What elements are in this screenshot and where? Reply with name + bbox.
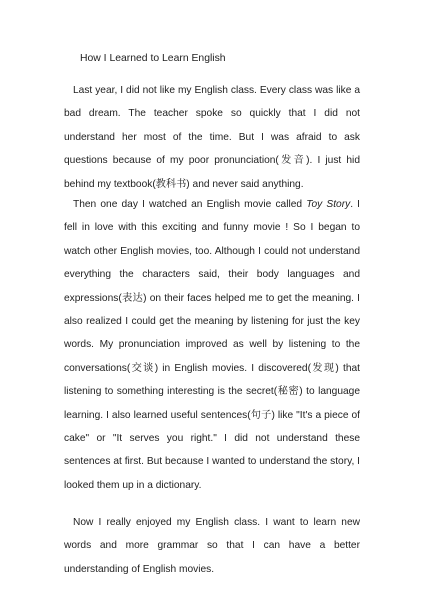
paragraph-2	[64, 193, 360, 497]
document-title: How I Learned to Learn English	[80, 53, 226, 64]
paragraph-3-text: Now I really enjoyed my English class. I want to learn new words and more grammar so that I can have a better understanding of English movies.	[64, 517, 360, 575]
paragraph-1	[64, 79, 360, 196]
paragraph-3	[64, 511, 360, 581]
movie-title-toy-story: Toy Story	[306, 199, 351, 210]
paragraph-2-text-start: Then one day I watched an English movie called	[73, 199, 307, 210]
paragraph-2-text-rest: . I fell in love with this exciting and funny movie ! So I began to watch other English movies, too. Although I could not understand everything the characters said, their body languages and expressions(表达) on their faces helped me to get the meaning. I also realized I could get the meaning by listening for just the key words. My pronunciation improved as well by listening to the conversations(交谈) in English movies. I discovered(发现) that listening to something interesting is the secret(秘密) to language learning. I also learned useful sentences(句子) like "It's a piece of cake" or "It serves you right." I did not understand these sentences at first. But because I wanted to understand the story, I looked them up in a dictionary.	[64, 199, 360, 491]
paragraph-1-text: Last year, I did not like my English class. Every class was like a bad dream. The teacher spoke so quickly that I did not understand her most of the time. But I was afraid to ask questions because of my poor pronunciation(发音). I just hid behind my textbook(教科书) and never said anything.	[64, 85, 360, 190]
